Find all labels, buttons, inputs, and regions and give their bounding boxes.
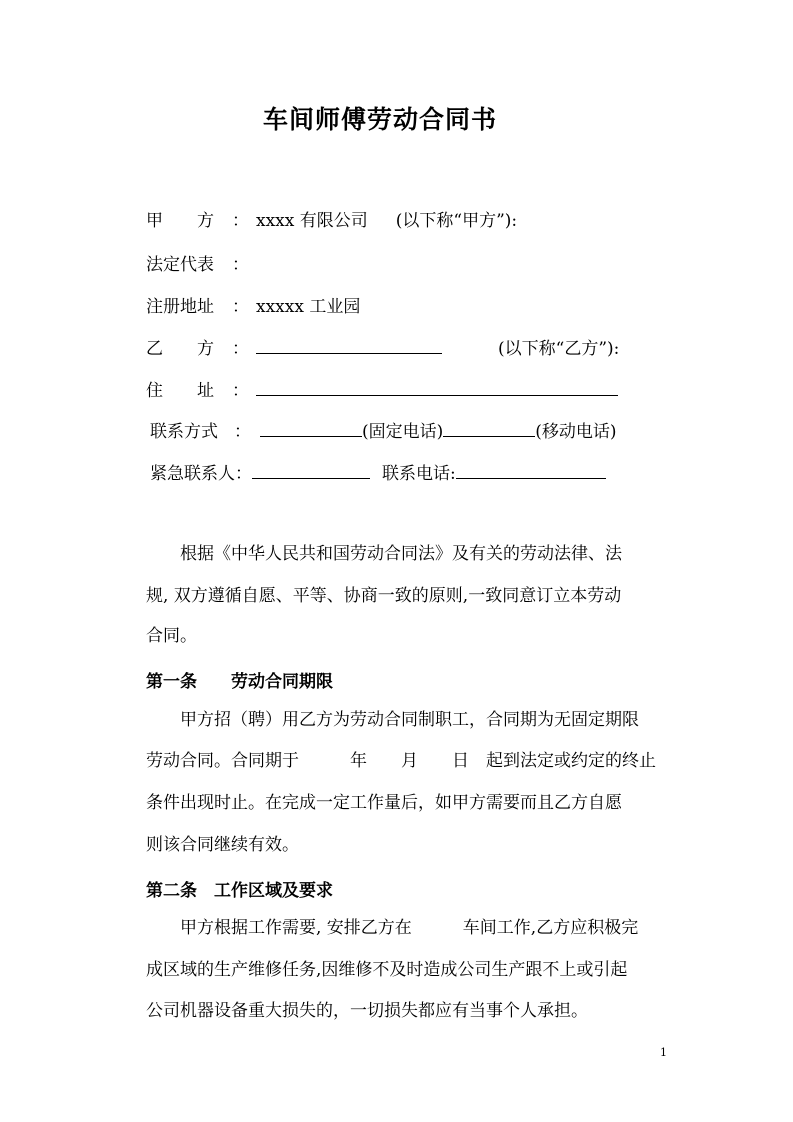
article-2-line-1: 甲方根据工作需要, 安排乙方在 车间工作,乙方应积极完 — [146, 918, 639, 938]
party-b-label: 乙 方 — [146, 339, 214, 359]
address-row — [146, 380, 618, 402]
article-2-line-2: 成区域的生产维修任务,因维修不及时造成公司生产跟不上或引起 — [146, 960, 628, 980]
colon: ： — [232, 381, 249, 401]
reg-addr-row — [146, 296, 360, 318]
address-blank — [256, 380, 618, 396]
phone-label: 联系电话: — [382, 464, 456, 484]
reg-addr-value: xxxxx 工业园 — [256, 297, 361, 317]
party-b-alias: (以下称“乙方”): — [498, 339, 620, 359]
page-number: 1 — [660, 1046, 667, 1059]
emergency-label: 紧急联系人： — [150, 464, 252, 484]
party-b-blank — [256, 338, 442, 354]
article-2-line-3: 公司机器设备重大损失的，一切损失都应有当事个人承担。 — [146, 1001, 588, 1021]
mobile-phone-blank — [443, 421, 535, 437]
article-1-line-4: 则该合同继续有效。 — [146, 835, 299, 855]
fixed-phone-label: (固定电话) — [362, 422, 444, 442]
party-a-alias: (以下称“甲方”): — [395, 211, 518, 231]
fixed-phone-blank — [260, 421, 362, 437]
emergency-blank — [252, 463, 370, 479]
colon: ： — [232, 211, 249, 231]
article-1-line-2: 劳动合同。合同期于 年 月 日 起到法定或约定的终止 — [146, 751, 656, 771]
party-b-row — [146, 338, 619, 360]
intro-line-1: 根据《中华人民共和国劳动合同法》及有关的劳动法律、法 — [146, 544, 622, 564]
emergency-row — [150, 463, 606, 485]
contact-label: 联系方式 — [150, 422, 218, 442]
legal-rep-row — [146, 254, 256, 276]
phone-blank — [456, 463, 606, 479]
legal-rep-label: 法定代表 — [146, 255, 214, 275]
colon: ： — [232, 339, 249, 359]
colon: ： — [232, 255, 249, 275]
article-1-line-1: 甲方招（聘）用乙方为劳动合同制职工，合同期为无固定期限 — [146, 710, 639, 730]
party-a-label: 甲 方 — [146, 211, 214, 231]
intro-line-2: 规, 双方遵循自愿、平等、协商一致的原则,一致同意订立本劳动 — [146, 586, 622, 606]
address-label: 住 址 — [146, 381, 214, 401]
party-a-row — [146, 210, 517, 232]
colon: ： — [234, 422, 251, 442]
party-a-value: xxxx 有限公司 — [256, 211, 368, 231]
intro-line-3: 合同。 — [146, 626, 197, 646]
article-1-heading: 第一条 劳动合同期限 — [146, 672, 333, 692]
contact-row — [150, 421, 617, 443]
article-1-line-3: 条件出现时止。在完成一定工作量后，如甲方需要而且乙方自愿 — [146, 793, 622, 813]
document-title: 车间师傅劳动合同书 — [262, 105, 497, 134]
article-2-heading: 第二条 工作区域及要求 — [146, 881, 333, 901]
mobile-phone-label: (移动电话) — [535, 422, 617, 442]
colon: ： — [232, 297, 249, 317]
reg-addr-label: 注册地址 — [146, 297, 214, 317]
